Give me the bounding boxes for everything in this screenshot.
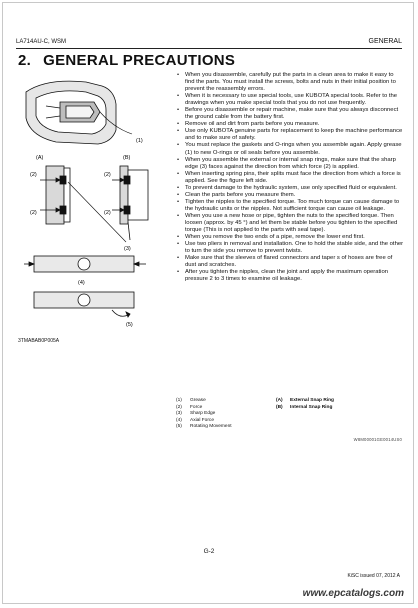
legend-value: Internal Snap Ring — [290, 404, 333, 410]
precaution-item: • Tighten the nipples to the specified torque. Too much torque can cause damage to the hydraulic units or the nipples. Not sufficient torque can cause oil leakage. — [176, 199, 404, 213]
section-title: GENERAL PRECAUTIONS — [43, 52, 236, 69]
external-snap-ring-drawing — [40, 166, 70, 224]
precaution-item: • When it is necessary to use special tools, use KUBOTA special tools. Refer to the drawings when you make special tools that you do not use frequently. — [176, 93, 404, 107]
page-number: G-2 — [203, 548, 215, 555]
legend-value: Grease — [190, 398, 206, 403]
legend-key: (5) — [176, 424, 182, 429]
precaution-item: • After you tighten the nipples, clean the joint and apply the maximum operation pressure 2 to 3 times to examine oil leakage. — [176, 269, 404, 283]
precaution-item: • When you use a new hose or pipe, tighten the nuts to the specified torque. Then loosen (approx. by 45 °) and let them be stable before you tighten to the specified torque (This is not applied to the parts with seal tape). — [176, 213, 404, 234]
precaution-item: • Make sure that the sleeves of flared connectors and taper s of hoses are free of dust and scratches. — [176, 255, 404, 269]
precaution-item: • When you remove the two ends of a pipe, remove the lower end first. — [176, 234, 404, 241]
legend-value: Force — [190, 404, 203, 410]
precaution-item: • Clean the parts before you measure them. — [176, 192, 404, 199]
label-3: (3) — [124, 246, 131, 252]
precautions-list — [176, 72, 404, 283]
document-code: W8M00001GE0014US0 — [353, 437, 402, 442]
header-rule — [16, 48, 402, 49]
legend-numbered — [176, 398, 276, 431]
legend-row — [176, 424, 276, 431]
label-b: (B) — [123, 155, 131, 161]
legend-value: Axial Force — [190, 417, 214, 423]
internal-snap-ring-drawing — [112, 166, 148, 240]
precaution-item: • Remove oil and dirt from parts before you measure. — [176, 121, 404, 128]
precaution-item: • You must replace the gaskets and O-rings when you assemble again. Apply grease (1) to new O-rings or oil seals before you assemble. — [176, 142, 404, 156]
precaution-item: • When you disassemble, carefully put the parts in a clean area to make it easy to find the parts. You must install the screws, bolts and nuts in their initial position to prevent the reassembly errors. — [176, 72, 404, 93]
page-title — [18, 52, 235, 69]
legend-value: Rotating Movement — [190, 424, 232, 429]
label-1: (1) — [136, 138, 143, 144]
legend-row — [276, 405, 404, 412]
legend-key: (B) — [276, 404, 283, 410]
label-4: (4) — [78, 280, 85, 286]
figure-code: 3TMABAB0P005A — [18, 338, 60, 344]
label-a: (A) — [36, 155, 44, 161]
label-2-a-bottom: (2) — [30, 210, 37, 216]
spring-pin-rotating-drawing — [34, 292, 134, 317]
legend-key: (2) — [176, 404, 182, 410]
precaution-item: • Before you disassemble or repair machine, make sure that you always disconnect the ground cable from the battery first. — [176, 107, 404, 121]
legend-value: External Snap Ring — [290, 398, 334, 403]
legend-key: (4) — [176, 417, 182, 423]
label-2-b-top: (2) — [104, 172, 111, 178]
precaution-item: • When you assemble the external or internal snap rings, make sure that the sharp edge (3) faces against the direction from which force (2) is applied. — [176, 157, 404, 171]
label-2-a-top: (2) — [30, 172, 37, 178]
legend-key: (A) — [276, 398, 283, 403]
legend-key: (1) — [176, 398, 182, 403]
precaution-item: • When inserting spring pins, their splits must face the direction from which a force is applied. See the figure left side. — [176, 171, 404, 185]
legend-key: (3) — [176, 411, 182, 416]
precaution-item: • To prevent damage to the hydraulic system, use only specified fluid or equivalent. — [176, 185, 404, 192]
label-2-b-bottom: (2) — [104, 210, 111, 216]
precautions-figure — [16, 72, 164, 342]
footer-issue: KiSC issued 07, 2012 A — [347, 573, 400, 579]
label-5: (5) — [126, 322, 133, 328]
website-watermark: www.epcatalogs.com — [302, 588, 404, 599]
legend-lettered — [276, 398, 404, 411]
legend-value: Sharp Edge — [190, 411, 216, 416]
precaution-item: • Use two pliers in removal and installation. One to hold the stable side, and the other to turn the side you remove to prevent twists. — [176, 241, 404, 255]
precaution-item: • Use only KUBOTA genuine parts for replacement to keep the machine performance and to make sure of safety. — [176, 128, 404, 142]
oil-seal-drawing — [26, 81, 132, 144]
header-section: GENERAL — [368, 38, 402, 45]
spring-pin-axial-drawing — [24, 256, 146, 272]
header-model: LA714AU-C, WSM — [16, 39, 67, 45]
section-number: 2. — [18, 52, 32, 69]
